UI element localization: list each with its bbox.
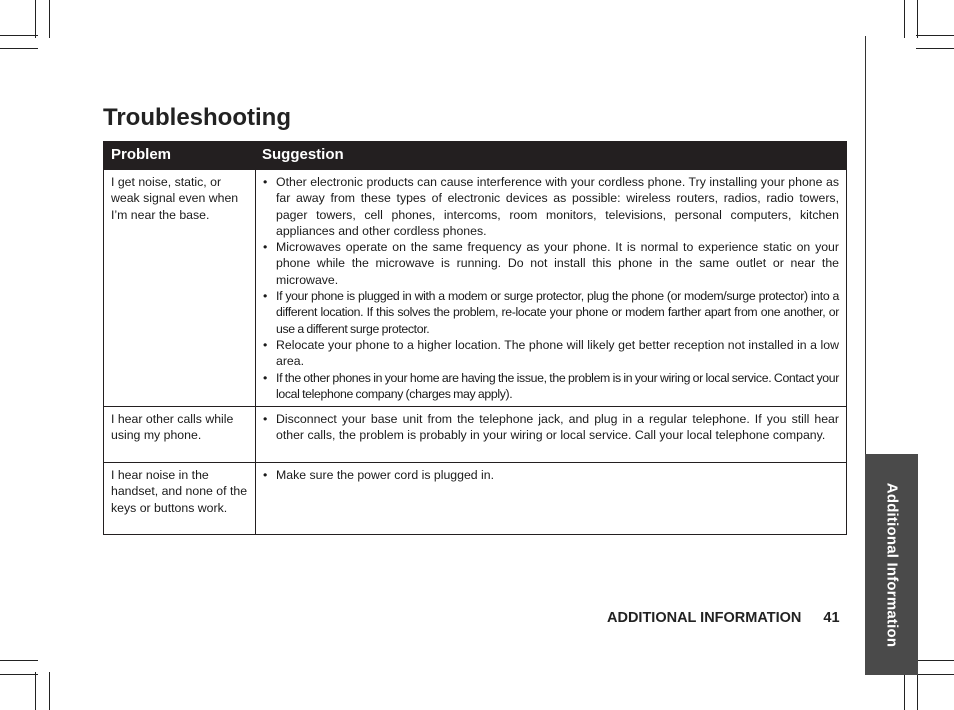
- list-item: • Other electronic products can cause interference with your cordless phone. Try installing your phone as far away from these types of electronic devices as possible: wireless routers, radios, radio towers, pager towers, cell phones, intercoms, room monitors, televisions, personal computers, kitchen appliances and other cordless phones.: [262, 174, 839, 239]
- crop-mark: [35, 0, 36, 38]
- crop-mark: [49, 672, 50, 710]
- suggestion-list: [262, 174, 839, 402]
- list-item: • Microwaves operate on the same frequency as your phone. It is normal to experience static on your phone while the microwave is running. Do not install this phone in the same outlet or near the microwave.: [262, 239, 839, 288]
- problem-cell: I get noise, static, or weak signal even when I’m near the base.: [104, 170, 256, 407]
- table-row: [104, 463, 847, 535]
- problem-cell: I hear other calls while using my phone.: [104, 407, 256, 463]
- crop-mark: [904, 0, 905, 38]
- list-item: • Relocate your phone to a higher location. The phone will likely get better reception not installed in a low area.: [262, 337, 839, 370]
- table-header-row: [104, 142, 847, 170]
- suggestion-list: [262, 467, 839, 483]
- side-tab-label: Additional Information: [883, 482, 900, 647]
- margin-rule: [865, 36, 866, 454]
- crop-mark: [916, 48, 954, 49]
- list-item: • If the other phones in your home are having the issue, the problem is in your wiring or local service. Contact your local telephone company (charges may apply).: [262, 370, 839, 403]
- crop-mark: [917, 0, 918, 38]
- crop-mark: [0, 35, 38, 36]
- crop-mark: [0, 660, 38, 661]
- suggestion-cell: [256, 407, 847, 463]
- page-footer: [607, 610, 840, 626]
- list-item: • Disconnect your base unit from the telephone jack, and plug in a regular telephone. If you still hear other calls, the problem is probably in your wiring or local service. Call your local telephone company.: [262, 411, 839, 444]
- list-item: • Make sure the power cord is plugged in.: [262, 467, 839, 483]
- suggestion-cell: [256, 170, 847, 407]
- crop-mark: [0, 48, 38, 49]
- troubleshooting-table: [103, 141, 847, 535]
- table-row: [104, 170, 847, 407]
- page-title: Troubleshooting: [103, 104, 291, 131]
- crop-mark: [49, 0, 50, 38]
- column-header-problem: Problem: [104, 142, 256, 170]
- crop-mark: [916, 35, 954, 36]
- crop-mark: [916, 660, 954, 661]
- crop-mark: [35, 672, 36, 710]
- table-row: [104, 407, 847, 463]
- footer-section-label: ADDITIONAL INFORMATION: [607, 610, 802, 626]
- suggestion-cell: [256, 463, 847, 535]
- crop-mark: [917, 672, 918, 710]
- column-header-suggestion: Suggestion: [256, 142, 847, 170]
- section-side-tab: [865, 454, 918, 675]
- crop-mark: [904, 672, 905, 710]
- crop-mark: [0, 674, 38, 675]
- suggestion-list: [262, 411, 839, 444]
- list-item: • If your phone is plugged in with a modem or surge protector, plug the phone (or modem/surge protector) into a different location. If this solves the problem, re-locate your phone or modem farther apart from one another, or use a different surge protector.: [262, 288, 839, 337]
- problem-cell: I hear noise in the handset, and none of the keys or buttons work.: [104, 463, 256, 535]
- page-number: 41: [823, 610, 840, 626]
- crop-mark: [916, 674, 954, 675]
